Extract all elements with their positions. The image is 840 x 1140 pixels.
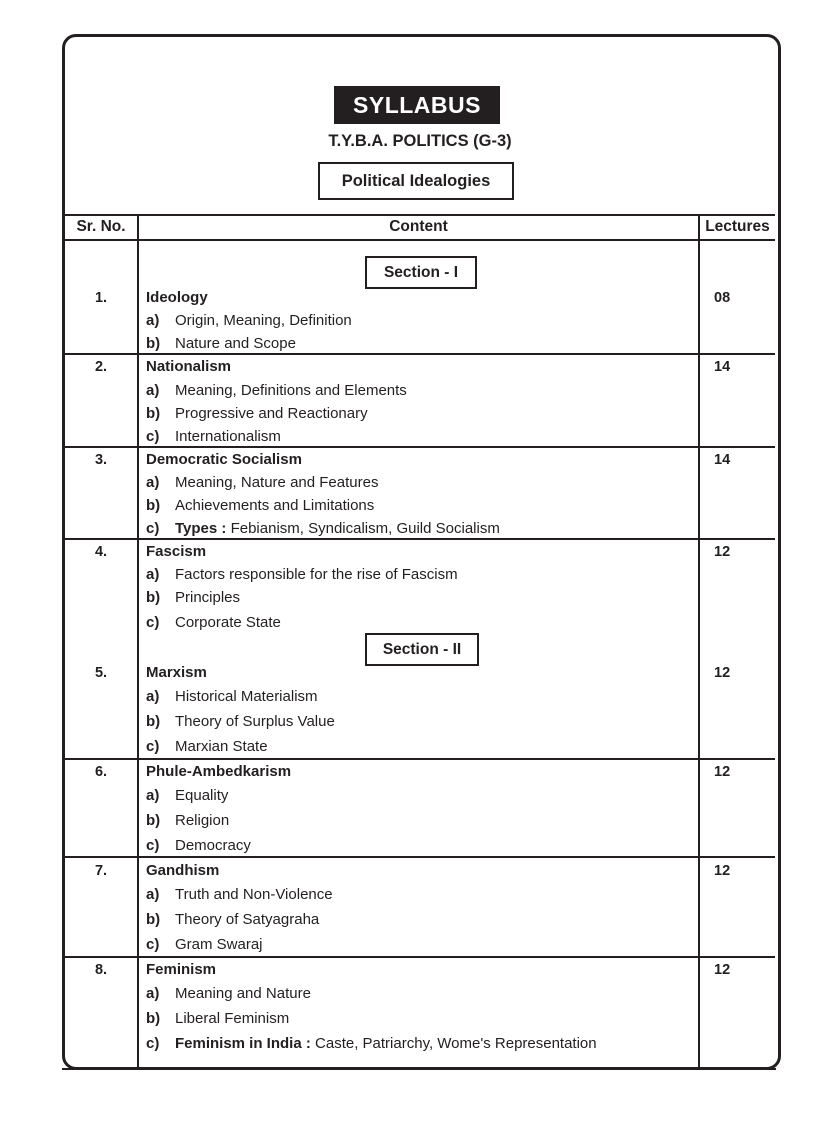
topic-letter: c) xyxy=(146,936,160,953)
topic-text: Corporate State xyxy=(175,614,281,631)
topic-item xyxy=(146,787,228,805)
topic-letter: c) xyxy=(146,1035,160,1052)
topic-text: Febianism, Syndicalism, Guild Socialism xyxy=(226,520,500,537)
topic-text: Internationalism xyxy=(175,428,281,445)
unit-title: Ideology xyxy=(146,289,208,306)
topic-text: Factors responsible for the rise of Fascism xyxy=(175,566,458,583)
unit-lectures: 12 xyxy=(714,863,731,879)
row-divider xyxy=(65,353,775,355)
col-divider-left xyxy=(137,214,139,1067)
topic-letter: a) xyxy=(146,312,160,329)
topic-item xyxy=(146,474,378,492)
topic-text: Theory of Satyagraha xyxy=(175,911,320,928)
unit-number: 6. xyxy=(94,764,108,780)
topic-item xyxy=(146,738,268,756)
header-bottom-rule xyxy=(65,239,775,241)
unit-lectures: 14 xyxy=(714,452,731,468)
topic-text: Origin, Meaning, Definition xyxy=(175,312,352,329)
unit-lectures: 12 xyxy=(714,665,731,681)
topic-letter: b) xyxy=(146,589,161,606)
topic-heading: Types : xyxy=(175,520,227,537)
topic-letter: b) xyxy=(146,713,161,730)
unit-number: 5. xyxy=(94,665,108,681)
row-divider xyxy=(65,758,775,760)
topic-letter: c) xyxy=(146,738,160,755)
topic-letter: a) xyxy=(146,985,160,1002)
unit-lectures: 12 xyxy=(714,764,731,780)
unit-title: Phule-Ambedkarism xyxy=(146,763,292,780)
unit-lectures: 12 xyxy=(714,962,731,978)
row-divider xyxy=(65,538,775,540)
row-divider xyxy=(65,446,775,448)
unit-title: Democratic Socialism xyxy=(146,451,302,468)
topic-text: Democracy xyxy=(175,837,251,854)
topic-text: Liberal Feminism xyxy=(175,1010,290,1027)
row-divider xyxy=(65,956,775,958)
topic-item xyxy=(146,886,333,904)
topic-text: Meaning and Nature xyxy=(175,985,311,1002)
row-divider xyxy=(65,856,775,858)
topic-item xyxy=(146,589,240,607)
topic-heading: Feminism in India : xyxy=(175,1035,311,1052)
section-label: Section - II xyxy=(365,633,479,666)
topic-text: Nature and Scope xyxy=(175,335,296,352)
unit-lectures: 12 xyxy=(714,544,731,560)
topic-letter: c) xyxy=(146,837,160,854)
topic-item xyxy=(146,837,251,855)
topic-item xyxy=(146,812,229,830)
topic-letter: c) xyxy=(146,428,160,445)
topic-item xyxy=(146,520,500,538)
unit-number: 7. xyxy=(94,863,108,879)
topic-item xyxy=(146,911,319,929)
unit-number: 1. xyxy=(94,290,108,306)
topic-item xyxy=(146,688,318,706)
syllabus-title: SYLLABUS xyxy=(334,86,500,124)
topic-letter: a) xyxy=(146,886,160,903)
col-header-lectures: Lectures xyxy=(705,218,770,235)
topic-text: Caste, Patriarchy, Wome's Representation xyxy=(310,1035,597,1052)
col-header-sr: Sr. No. xyxy=(76,218,126,235)
topic-letter: b) xyxy=(146,405,161,422)
topic-letter: b) xyxy=(146,812,161,829)
topic-item xyxy=(146,312,352,330)
unit-number: 4. xyxy=(94,544,108,560)
topic-item xyxy=(146,1035,597,1053)
topic-letter: b) xyxy=(146,497,161,514)
topic-letter: a) xyxy=(146,382,160,399)
unit-title: Nationalism xyxy=(146,358,232,375)
topic-item xyxy=(146,713,335,731)
topic-text: Achievements and Limitations xyxy=(175,497,375,514)
unit-title: Marxism xyxy=(146,664,207,681)
topic-text: Truth and Non-Violence xyxy=(175,886,333,903)
bottom-rule xyxy=(62,1068,776,1070)
paper-title: Political Idealogies xyxy=(318,162,514,200)
topic-letter: b) xyxy=(146,911,161,928)
topic-letter: a) xyxy=(146,474,160,491)
table-top-rule xyxy=(65,214,775,216)
unit-number: 2. xyxy=(94,359,108,375)
unit-title: Fascism xyxy=(146,543,207,560)
unit-title: Feminism xyxy=(146,961,217,978)
unit-title: Gandhism xyxy=(146,862,220,879)
section-label: Section - I xyxy=(365,256,477,289)
topic-text: Marxian State xyxy=(175,738,268,755)
topic-item xyxy=(146,985,311,1003)
topic-text: Meaning, Definitions and Elements xyxy=(175,382,407,399)
topic-letter: b) xyxy=(146,1010,161,1027)
topic-item xyxy=(146,428,281,446)
topic-item xyxy=(146,405,368,423)
topic-text: Historical Materialism xyxy=(175,688,318,705)
topic-letter: b) xyxy=(146,335,161,352)
col-header-content: Content xyxy=(389,218,448,235)
topic-letter: a) xyxy=(146,787,160,804)
topic-letter: a) xyxy=(146,688,160,705)
topic-letter: a) xyxy=(146,566,160,583)
unit-number: 8. xyxy=(94,962,108,978)
col-divider-right xyxy=(698,214,700,1067)
topic-text: Equality xyxy=(175,787,229,804)
unit-lectures: 08 xyxy=(714,290,731,306)
topic-item xyxy=(146,614,281,632)
topic-text: Progressive and Reactionary xyxy=(175,405,368,422)
topic-item xyxy=(146,382,407,400)
topic-text: Meaning, Nature and Features xyxy=(175,474,379,491)
topic-item xyxy=(146,335,296,353)
topic-text: Gram Swaraj xyxy=(175,936,263,953)
topic-text: Religion xyxy=(175,812,230,829)
topic-item xyxy=(146,1010,289,1028)
topic-letter: c) xyxy=(146,614,160,631)
topic-item xyxy=(146,497,374,515)
course-title: T.Y.B.A. POLITICS (G-3) xyxy=(328,132,512,150)
topic-text: Principles xyxy=(175,589,241,606)
topic-item xyxy=(146,936,263,954)
unit-lectures: 14 xyxy=(714,359,731,375)
topic-text: Theory of Surplus Value xyxy=(175,713,335,730)
unit-number: 3. xyxy=(94,452,108,468)
topic-letter: c) xyxy=(146,520,160,537)
topic-item xyxy=(146,566,458,584)
